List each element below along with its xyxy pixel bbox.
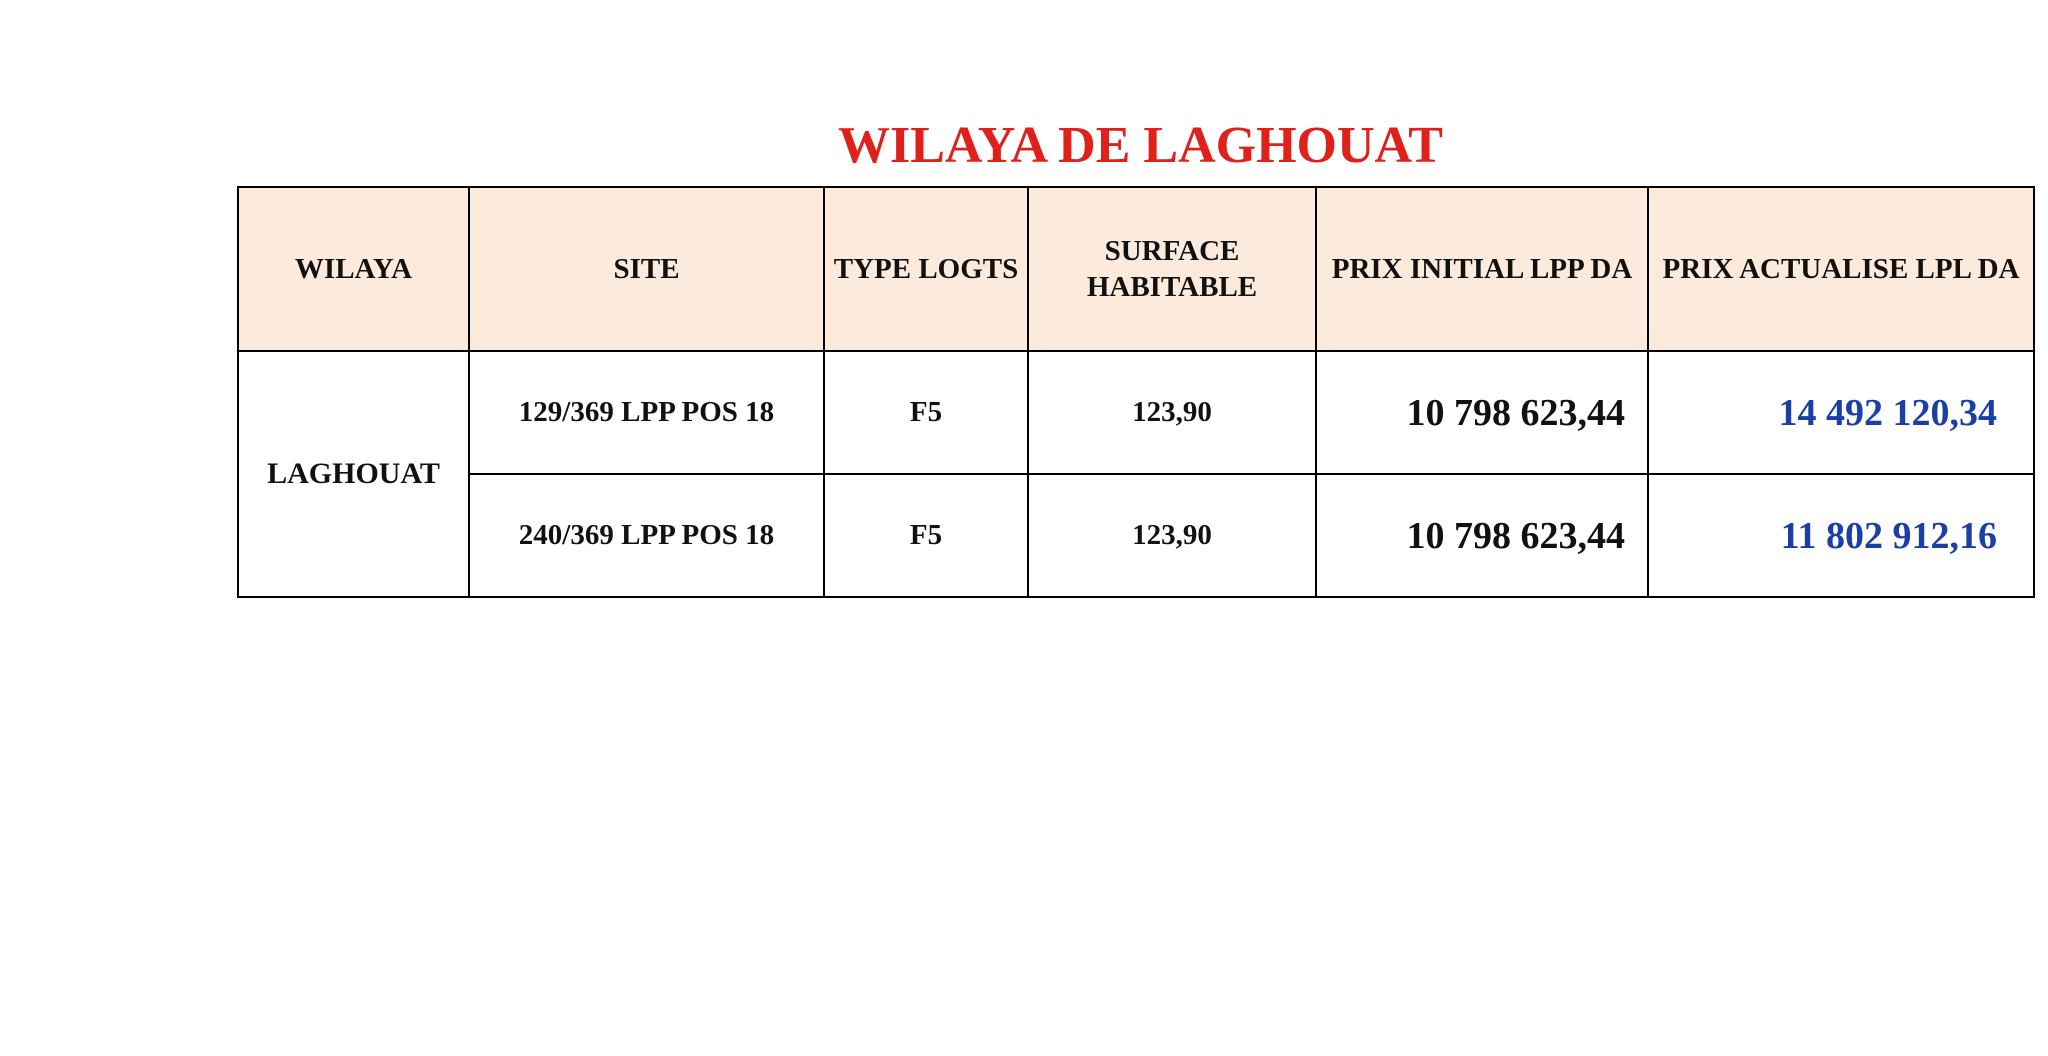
header-surface-line1: SURFACE bbox=[1104, 235, 1240, 267]
surface-cell: 123,90 bbox=[1028, 474, 1316, 597]
table-row bbox=[238, 474, 2034, 597]
header-wilaya: WILAYA bbox=[238, 187, 469, 351]
wilaya-cell: LAGHOUAT bbox=[238, 351, 469, 597]
site-cell: 129/369 LPP POS 18 bbox=[469, 351, 824, 474]
table-row bbox=[238, 351, 2034, 474]
updated-price-cell: 14 492 120,34 bbox=[1648, 351, 2034, 474]
header-updated-price: PRIX ACTUALISE LPL DA bbox=[1648, 187, 2034, 351]
type-cell: F5 bbox=[824, 474, 1028, 597]
updated-price-cell: 11 802 912,16 bbox=[1648, 474, 2034, 597]
page-title: WILAYA DE LAGHOUAT bbox=[838, 117, 1443, 174]
type-cell: F5 bbox=[824, 351, 1028, 474]
initial-price-cell: 10 798 623,44 bbox=[1316, 351, 1648, 474]
table-header-row bbox=[238, 187, 2034, 351]
initial-price-cell: 10 798 623,44 bbox=[1316, 474, 1648, 597]
header-type-logts: TYPE LOGTS bbox=[824, 187, 1028, 351]
price-table bbox=[237, 186, 2035, 598]
header-surface-line2: HABITABLE bbox=[1086, 271, 1258, 303]
site-cell: 240/369 LPP POS 18 bbox=[469, 474, 824, 597]
surface-cell: 123,90 bbox=[1028, 351, 1316, 474]
header-initial-price: PRIX INITIAL LPP DA bbox=[1316, 187, 1648, 351]
header-site: SITE bbox=[469, 187, 824, 351]
header-surface-habitable bbox=[1028, 187, 1316, 351]
